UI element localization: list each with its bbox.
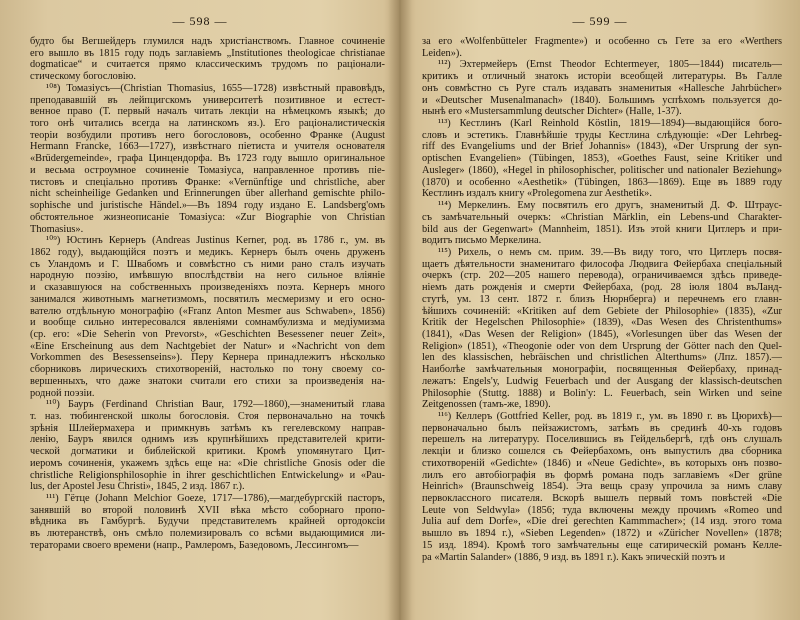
- text-line: будто бы Вегшейдеръ глумился надъ христіанствомъ. Главное сочиненіе: [30, 36, 385, 47]
- text-line: ¹¹⁵) Рихель, о немъ см. прим. 39.—Въ виду того, что Цитлеръ посвя-: [438, 246, 782, 258]
- text-line: вершенныхъ, что даже знатоки считали его стихи за произведенія на-: [30, 375, 385, 387]
- page-number: — 599 —: [572, 14, 628, 28]
- text-line: вателю отдѣльную монографію («Franz Anton Mesmer aus Schwaben», 1856): [30, 305, 385, 317]
- text-line: преподававшій въ лейпцигскомъ университетѣ позитивное и естест-: [30, 94, 385, 106]
- text-line: т. наз. тюбингенской школы богословія. Стоя первоначально на точкѣ: [30, 411, 385, 422]
- footnotes-column: [30, 36, 385, 552]
- text-line: Leiden»).: [422, 47, 462, 59]
- text-line: dogmaticae“ и считается прямо классическимъ трудомъ по раціонали-: [30, 59, 385, 71]
- text-line: его вышло въ 1815 году подъ заглавіемъ „Institutiones theologicae christianae: [30, 47, 385, 59]
- text-line: lus, der Apostel Jesu Christi», 1845, 2 изд. 1867 г.).: [30, 481, 245, 493]
- text-line: народную поэзію, имѣвшую впослѣдствіи на него сильное вліяніе: [30, 270, 385, 282]
- text-line: ніемъ дать рожденія и смерти Фейербаха, (род. 28 іюля 1804 въЛанд-: [422, 282, 782, 294]
- text-line: Zeitgenossen (тамъ-же, 1890).: [422, 399, 551, 411]
- text-line: иеромъ сочиненія, укажемъ здѣсь еще на: «Die christliche Gnosis oder die: [30, 457, 385, 469]
- text-line: ¹¹⁰) Бауръ (Ferdinand Christian Baur, 1792—1860),—знаменитый глава: [46, 399, 385, 411]
- text-line: len des klassischen, hebräischen und christlichen Alterthums» (Лпz. 1857).—: [422, 352, 782, 364]
- text-line: нынѣ его «Mustersammlung deutscher Dichter» (Halle, 1-37).: [422, 106, 682, 118]
- text-line: Heinrich» (Braunschweig 1854). Эта вещь сразу упрочила за нимъ славу: [422, 481, 782, 493]
- text-line: ческой догматики и библейской критики. Кромѣ упомянутаго Цит-: [30, 446, 385, 458]
- text-line: водитъ письмо Меркелина.: [422, 235, 542, 247]
- text-line: за его «Wolfenbütteler Fragmente») и особенно съ Гете за его «Werthers: [422, 36, 782, 47]
- text-line: nicht scheinheilige Gedanken und Erinnerungen über allerhand gemischte philo-: [30, 188, 385, 200]
- text-line: Religion» (1851), «Theogonie oder von dem Ursprung der Götter nach den Quel-: [422, 340, 782, 352]
- text-line: лежатъ: Engels'у, Ludwig Feuerbach und der Ausgang der klassisch-deutschen: [422, 375, 782, 387]
- text-line: вѣдника въ Гамбургѣ. Будучи представителемъ крайней ортодоксіи: [30, 516, 385, 528]
- text-line: критикъ и отличный знатокъ исторіи всеобщей литературы. Въ Галле: [422, 71, 782, 83]
- right-page: [400, 0, 800, 620]
- text-line: (ср. его: «Die Seherin von Prevorst», «Geschichten Besessener neuer Zeit»,: [30, 328, 385, 340]
- text-line: Kritik der Hegelschen Philosophie» (1839), «Das Wesen des Christenthums»: [422, 317, 782, 329]
- text-line: ¹¹¹) Гётце (Johann Melchior Goeze, 1717—1786),—магдебургскій пасторъ,: [46, 493, 385, 505]
- text-line: Hermann Francke, 1663—1727), извѣстнаго піетиста и учителя основателя: [30, 141, 385, 153]
- text-line: тераторами своего времени (напр., Рамлеромъ, Базедовомъ, Лессингомъ—: [30, 539, 359, 551]
- text-line: родной поэзіи.: [30, 387, 95, 399]
- text-line: первоначально былъ пейзажистомъ, затѣмъ въ срединѣ 40-хъ годовъ: [422, 422, 782, 434]
- text-line: ленію, Бауръ явился однимъ изъ крупнѣйшихъ представителей крити-: [30, 434, 385, 446]
- text-line: riff des Evangeliums und der Brief Johannis» (1843), «Der Ursprung der syn-: [422, 141, 782, 153]
- text-line: ¹¹⁴) Меркелинъ. Ему посвятилъ его другъ, знаменитый Д. Ф. Штраус-: [438, 200, 782, 212]
- text-line: щаетъ дѣятельности знаменитаго философа Людвига Фейербаха спеціальный: [422, 258, 782, 270]
- text-line: въ лютеранствѣ, онъ смѣло полемизировалъ со всѣми выдающимися ли-: [30, 528, 385, 540]
- text-line: обстоятельное жизнеописаніе Томазіуса: «Zur Biographie von Christian: [30, 211, 385, 223]
- text-line: ¹⁰⁹) Юстинъ Кернеръ (Andreas Justinus Kerner, род. въ 1786 г., ум. въ: [46, 235, 385, 247]
- text-line: теоріи возбудили противъ него богослововъ, особенно Франке (August: [30, 129, 385, 141]
- text-line: съ замѣчательный очеркъ: «Christian Märklin, ein Lebens-und Charakter-: [422, 211, 782, 223]
- text-line: ра «Martin Salander» (1886, 9 изд. въ 1891 г.). Какъ эпическій поэтъ и: [422, 551, 725, 563]
- text-line: optischen Evangelien» (Tübingen, 1853), «Goethes Faust, seine Kritiker und: [422, 153, 782, 165]
- text-line: Leute von Seldwyla» (1856; туда включены между прочимъ «Romeo und: [422, 504, 782, 516]
- text-line: Vorkommen des Besessenseins»). Перу Кернера принадлежитъ нѣсколько: [30, 352, 385, 364]
- text-line: ¹⁰⁸) Томазіусъ—(Christian Thomasius, 1655—1728) извѣстный правовѣдъ,: [46, 82, 385, 94]
- page-number: — 598 —: [172, 14, 228, 28]
- text-line: стихотвореній «Gedichte» (1846) и «Neue Gedichte», въ которыхъ онъ позво-: [422, 457, 782, 469]
- text-line: ¹¹²) Эхтермейеръ (Ernst Theodor Echtermeyer, 1805—1844) писатель—: [438, 59, 782, 71]
- footnotes-column: [422, 36, 782, 563]
- text-line: Thomasius».: [30, 223, 84, 235]
- text-line: очеркъ (стр. 202—205 нашего перевода), ограничиваемся здѣсь приведе-: [422, 270, 782, 282]
- text-line: Кестлинъ издалъ книгу «Prolegomena zur Aesthetik».: [422, 188, 652, 200]
- text-line: онъ совмѣстно съ Руге сталъ издавать знаменитыя «Hallesche Jahrbücher»: [422, 82, 782, 94]
- text-line: christliche Religionsphilosophie in ihrer geschichtlichen Entwickelung» и «Pau-: [30, 469, 385, 481]
- text-line: тистовъ и спеціально противъ Франке: «Vernünftige und christliche, aber: [30, 176, 385, 188]
- text-line: ѣйшихъ сочиненій: «Kritiken auf dem Gebiete der Philosophie» (1835), «Zur: [422, 305, 782, 317]
- text-line: сборниковъ лирическихъ стихотвореній, настолько по тону своему со-: [30, 364, 385, 376]
- text-line: ¹¹⁶) Келлеръ (Gottfried Keller, род. въ 1819 г., ум. въ 1890 г. въ Цюрихѣ)—: [438, 411, 782, 422]
- text-line: 1862 году), выдающійся поэтъ и медикъ. Кернеръ былъ очень друженъ: [30, 246, 385, 258]
- text-line: того онѣ читались всегда на латинскомъ яз.). Его раціоналистическія: [30, 118, 385, 130]
- text-line: первоклассного писателя. Вскорѣ вышелъ первый томъ повѣстей «Die: [422, 493, 782, 505]
- text-line: занявшій во второй половинѣ XVII вѣка мѣсто соборнаго пропо-: [30, 504, 385, 516]
- text-line: венное право (Т. первый началъ читать лекціи на нѣмецкомъ языкѣ; до: [30, 106, 385, 118]
- text-line: стическому богословію.: [30, 71, 136, 83]
- text-line: Julia auf dem Dorfe», «Die drei gerechten Kammmacher»; (14 изд. этого тома: [422, 516, 782, 528]
- text-line: «Brüdergemeinde», графа Цинцендорфа. Въ 1723 году вышло оригинальное: [30, 153, 385, 165]
- text-line: перешелъ на литературу. Поселившись въ Гейдельбергѣ, гдѣ онъ слушалъ: [422, 434, 782, 446]
- text-line: Philosophie (Stuttg. 1888) и Bolin'у: L. Feuerbach, sein Wirken und seine: [422, 387, 782, 399]
- text-line: (1870) и особенно «Aesthetik» (Tübingen, 1863—1869). Еще въ 1889 году: [422, 176, 782, 188]
- text-line: Ausleger» (1860), «Hegel in philosophischer, politischer und nationaler Beziehung»: [422, 164, 782, 176]
- text-line: (1841), «Das Wesen der Religion» (1845), «Vorlesungen über das Wesen der: [422, 328, 782, 340]
- text-line: и весьма остроумное сочиненіе Томазіуса, направленное противъ піе-: [30, 164, 385, 176]
- text-line: bild aus der Gegenwart» (Mannheim, 1851). Изъ этой книги Цитлеръ и при-: [422, 223, 782, 235]
- text-line: и «Deutscher Musenalmanach» (1840). Большимъ успѣхомъ пользуется до-: [422, 94, 782, 106]
- text-line: и вообще сильно интересовался явленіями сомнамбулизма и медіумизма: [30, 317, 385, 329]
- text-line: sophische und juristische Händel.»—Въ 1894 году издано E. Landsberg'омъ: [30, 200, 385, 212]
- text-line: лилъ его автобіографія въ формѣ романа подъ заглавіемъ «Der grüne: [422, 469, 782, 481]
- text-line: 15 изд. 1894). Кромѣ того замѣчательны еще сатирическій романъ Келле-: [422, 539, 782, 551]
- text-line: занимался животнымъ магнетизмомъ, посвятилъ месмеризму и его осно-: [30, 293, 385, 305]
- text-line: лекціи и близко сошелся съ Фейербахомъ, онъ выпустилъ два сборника: [422, 446, 782, 458]
- text-line: «Eine Erscheinung aus dem Nachtgebiet der Natur» и «Nachricht von dem: [30, 340, 385, 352]
- text-line: стутѣ, ум. 13 сент. 1872 г. близъ Нюрнберга) и перечнемъ его главн-: [422, 293, 782, 305]
- text-line: Наиболѣе замѣчательныя монографіи, посвященныя Фейербаху, принад-: [422, 364, 782, 376]
- text-line: ¹¹³) Кестлинъ (Karl Reinhold Köstlin, 1819—1894)—выдающійся бого-: [438, 118, 782, 130]
- text-line: вышло въ 1894 г.), «Sieben Legenden» (1872) и «Züricher Novellen» (1878;: [422, 528, 782, 540]
- text-line: и сказавшуюся на собственныхъ произведеніяхъ поэта. Кернеръ много: [30, 282, 385, 294]
- text-line: словъ и эстетикъ. Главнѣйшіе труды Кестлина слѣдующіе: «Der Lehrbeg-: [422, 129, 782, 141]
- text-line: съ Уландомъ и Г. Швабомъ и совмѣстно съ ними рано сталъ изучать: [30, 258, 385, 270]
- text-line: зрѣнія Шлейермахера и примкнувъ затѣмъ къ гегелевскому направ-: [30, 422, 385, 434]
